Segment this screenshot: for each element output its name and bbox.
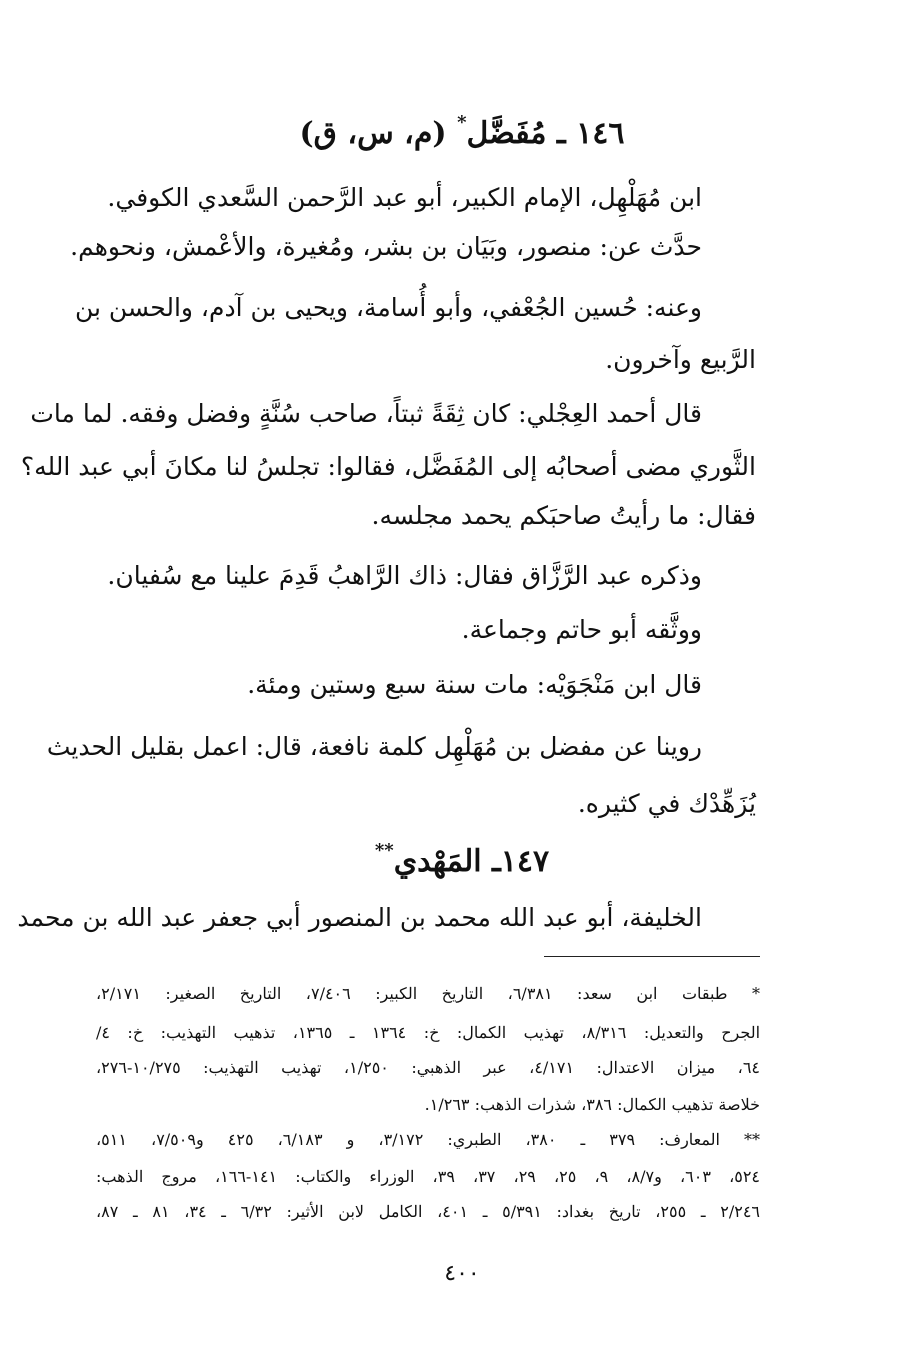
text-line: قال ابن مَنْجَوَيْه: مات سنة سبع وستين ومئة. bbox=[247, 670, 702, 699]
entry-146-title: ١٤٦ ـ مُفَضَّل bbox=[466, 116, 625, 151]
text-line: ووثَّقه أبو حاتم وجماعة. bbox=[461, 615, 702, 644]
footnote-line: الجرح والتعديل: ٨/٣١٦، تهذيب الكمال: خ: ١٣٦٤ ـ ١٣٦٥، تذهيب التهذيب: خ: ٤/ bbox=[96, 1023, 761, 1042]
footnote-line: خلاصة تذهيب الكمال: ٣٨٦، شذرات الذهب: ١/٢٦٣. bbox=[424, 1095, 760, 1114]
footnote-line: ** المعارف: ٣٧٩ ـ ٣٨٠، الطبري: ٣/١٧٢، و ٦/١٨٣، ٤٢٥ و٧/٥٠٩، ٥١١، bbox=[96, 1130, 761, 1149]
text-line: وذكره عبد الرَّزَّاق فقال: ذاك الرَّاهبُ قَدِمَ علينا مع سُفيان. bbox=[107, 561, 702, 590]
footnote-line: ٢/٢٤٦ ـ ٢٥٥، تاريخ بغداد: ٥/٣٩١ ـ ٤٠١، الكامل لابن الأثير: ٦/٣٢ ـ ٣٤، ٨١ ـ ٨٧، bbox=[96, 1202, 761, 1221]
footnote-line: ٦٤، ميزان الاعتدال: ٤/١٧١، عبر الذهبي: ١/٢٥٠، تهذيب التهذيب: ١٠/٢٧٥-٢٧٦، bbox=[96, 1058, 761, 1077]
entry-146-heading bbox=[0, 114, 924, 154]
entry-146-codes: (م، س، ق) bbox=[299, 116, 447, 151]
text-line: حدَّث عن: منصور، وبَيَان بن بشر، ومُغيرة، والأعْمش، ونحوهم. bbox=[70, 232, 702, 261]
text-line: روينا عن مفضل بن مُهَلْهِل كلمة نافعة، قال: اعمل بقليل الحديث bbox=[46, 732, 702, 761]
footnote-marker: ** bbox=[374, 840, 394, 861]
footnote-divider bbox=[544, 956, 760, 957]
footnote-line: * طبقات ابن سعد: ٦/٣٨١، التاريخ الكبير: ٧/٤٠٦، التاريخ الصغير: ٢/١٧١، bbox=[96, 984, 760, 1003]
entry-147-heading bbox=[0, 842, 924, 882]
text-line: وعنه: حُسين الجُعْفي، وأبو أُسامة، ويحيى بن آدم، والحسن بن bbox=[74, 293, 702, 322]
text-line: قال أحمد العِجْلي: كان ثِقَةً ثبتاً، صاحب سُنَّةٍ وفضل وفقه. لما مات bbox=[30, 399, 702, 428]
footnote-line: ٥٢٤، ٦٠٣، و٨/٧، ٩، ٢٥، ٢٩، ٣٧، ٣٩، الوزراء والكتاب: ١٤١-١٦٦، مروج الذهب: bbox=[96, 1167, 761, 1186]
text-line: ابن مُهَلْهِل، الإمام الكبير، أبو عبد الرَّحمن السَّعدي الكوفي. bbox=[107, 183, 702, 212]
page-number: ٤٠٠ bbox=[444, 1261, 480, 1286]
text-line: فقال: ما رأيتُ صاحبَكم يحمد مجلسه. bbox=[371, 501, 756, 530]
text-line: الرَّبيع وآخرون. bbox=[605, 345, 756, 374]
text-line: يُزَهِّدْك في كثيره. bbox=[577, 789, 756, 818]
text-line: الثَّوري مضى أصحابُه إلى المُفَضَّل، فقالوا: تجلسُ لنا مكانَ أبي عبد الله؟ bbox=[20, 452, 756, 481]
footnote-marker: * bbox=[457, 112, 467, 133]
entry-147-title: ١٤٧ـ المَهْدي bbox=[393, 844, 550, 879]
text-line: الخليفة، أبو عبد الله محمد بن المنصور أبي جعفر عبد الله بن محمد bbox=[17, 903, 702, 932]
